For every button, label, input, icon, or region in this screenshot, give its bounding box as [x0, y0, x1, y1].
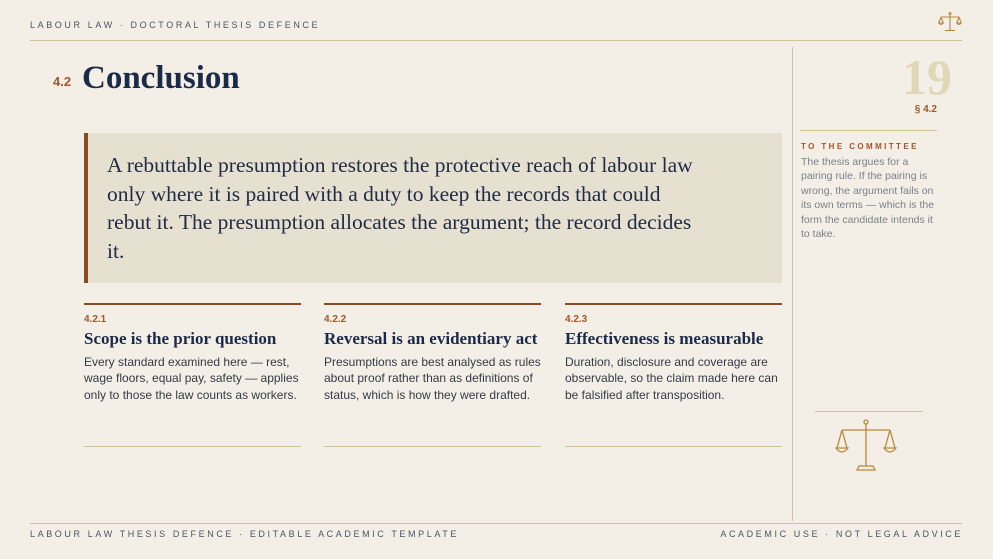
rail-rule: [800, 130, 937, 131]
column-body: Every standard examined here — rest, wage floors, equal pay, safety — applies only to those the law counts as workers.: [84, 355, 299, 402]
page-number: 19: [902, 49, 952, 105]
column-title: Scope is the prior question: [84, 329, 277, 348]
header-rule: [30, 40, 962, 41]
section-reference: § 4.2: [914, 104, 937, 115]
column-body: Duration, disclosure and coverage are observable, so the claim made here can be falsified after transposition.: [565, 355, 778, 402]
section-number: 4.2: [53, 74, 72, 89]
column-top-rule: [324, 303, 541, 305]
scales-of-justice-icon: [938, 11, 962, 33]
column-number: 4.2.2: [324, 314, 347, 325]
column-title: Effectiveness is measurable: [565, 329, 764, 348]
column-bottom-rule: [84, 446, 301, 447]
column-title: Reversal is an evidentiary act: [324, 329, 538, 348]
header-eyebrow: LABOUR LAW · DOCTORAL THESIS DEFENCE: [30, 20, 321, 30]
rail-divider: [792, 47, 793, 521]
column-2: [324, 303, 541, 403]
footer-right-text: ACADEMIC USE · NOT LEGAL ADVICE: [720, 529, 963, 539]
footer-left-text: LABOUR LAW THESIS DEFENCE · EDITABLE ACADEMIC TEMPLATE: [30, 529, 459, 539]
column-top-rule: [84, 303, 301, 305]
column-bottom-rule: [324, 446, 541, 447]
column-1: [84, 303, 301, 403]
rail-note: The thesis argues for a pairing rule. If the pairing is wrong, the argument fails on its own terms — which is the form the candidate intends it to take.: [801, 156, 935, 241]
column-number: 4.2.1: [84, 314, 107, 325]
footer-rule: [30, 523, 962, 524]
pull-quote-text: A rebuttable presumption restores the protective reach of labour law only where it is paired with a duty to keep the records that could rebut it. The presumption allocates the argument; the record decides it.: [107, 153, 693, 263]
column-number: 4.2.3: [565, 314, 588, 325]
column-body: Presumptions are best analysed as rules about proof rather than as definitions of status, which is how they were drafted.: [324, 355, 541, 402]
rail-rule: [815, 411, 923, 412]
rail-heading: TO THE COMMITTEE: [801, 142, 919, 151]
column-top-rule: [565, 303, 782, 305]
column-3: [565, 303, 782, 403]
column-bottom-rule: [565, 446, 782, 447]
page-title: Conclusion: [82, 60, 240, 96]
scales-of-justice-icon: [835, 418, 897, 474]
